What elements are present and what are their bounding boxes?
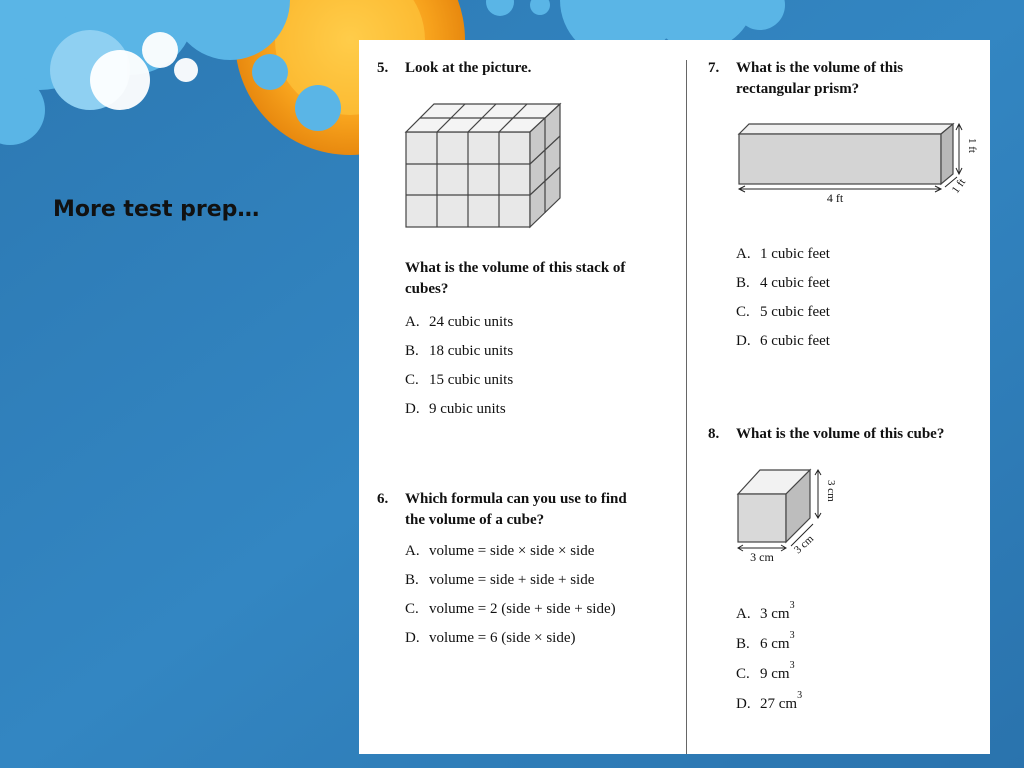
worksheet xyxy=(359,40,990,754)
question-6 xyxy=(377,489,682,659)
question-text: What is the volume of this stack of cubes? xyxy=(405,260,626,297)
option-a[interactable]: A. 24 cubic units xyxy=(405,314,514,330)
option-b[interactable]: B. 6 cm 3 xyxy=(736,630,795,652)
cube-depth-label: 3 cm xyxy=(791,532,817,557)
option-c[interactable]: C. 15 cubic units xyxy=(405,372,514,388)
question-number: 8. xyxy=(708,426,720,442)
question-5-header xyxy=(377,58,677,79)
cube-height-label: 3 cm xyxy=(825,480,837,502)
option-c[interactable]: C. volume = 2 (side + side + side) xyxy=(405,601,616,617)
question-8-body xyxy=(736,600,976,726)
question-7 xyxy=(708,58,978,100)
option-d[interactable]: D. volume = 6 (side × side) xyxy=(405,630,576,646)
option-b[interactable]: B. volume = side + side + side xyxy=(405,572,595,588)
option-d[interactable]: D. 9 cubic units xyxy=(405,401,506,417)
option-a[interactable]: A. 1 cubic feet xyxy=(736,246,830,262)
rectangular-prism-diagram xyxy=(735,120,978,208)
column-divider xyxy=(686,60,687,754)
option-b[interactable]: B. 4 cubic feet xyxy=(736,275,830,291)
question-5 xyxy=(377,58,677,79)
cube-diagram xyxy=(734,466,844,566)
option-a[interactable]: A. volume = side × side × side xyxy=(405,543,595,559)
question-prompt: Look at the picture. xyxy=(405,60,532,76)
option-a[interactable]: A. 3 cm 3 xyxy=(736,600,795,622)
question-7-body xyxy=(736,246,976,362)
question-5-body xyxy=(405,258,675,430)
question-prompt: Which formula can you use to find the volume of a cube? xyxy=(405,491,627,528)
question-prompt: What is the volume of this rectangular prism? xyxy=(736,60,904,97)
option-d[interactable]: D. 6 cubic feet xyxy=(736,333,830,349)
question-7-header xyxy=(708,58,978,100)
prism-height-label: 1 ft xyxy=(966,138,978,153)
question-6-header xyxy=(377,489,682,531)
option-c[interactable]: C. 5 cubic feet xyxy=(736,304,830,320)
prism-depth-label: 1 ft xyxy=(949,176,969,196)
question-number: 7. xyxy=(708,60,720,76)
cube-width-label: 3 cm xyxy=(750,550,774,564)
question-8 xyxy=(708,424,983,445)
prism-length-label: 4 ft xyxy=(826,191,844,205)
question-number: 6. xyxy=(377,491,389,507)
slide-title: More test prep… xyxy=(53,197,260,222)
question-prompt: What is the volume of this cube? xyxy=(736,426,945,442)
question-8-header xyxy=(708,424,983,445)
cube-stack-diagram xyxy=(404,100,564,230)
option-d[interactable]: D. 27 cm 3 xyxy=(736,690,803,712)
question-number: 5. xyxy=(377,60,389,76)
option-b[interactable]: B. 18 cubic units xyxy=(405,343,514,359)
option-c[interactable]: C. 9 cm 3 xyxy=(736,660,795,682)
